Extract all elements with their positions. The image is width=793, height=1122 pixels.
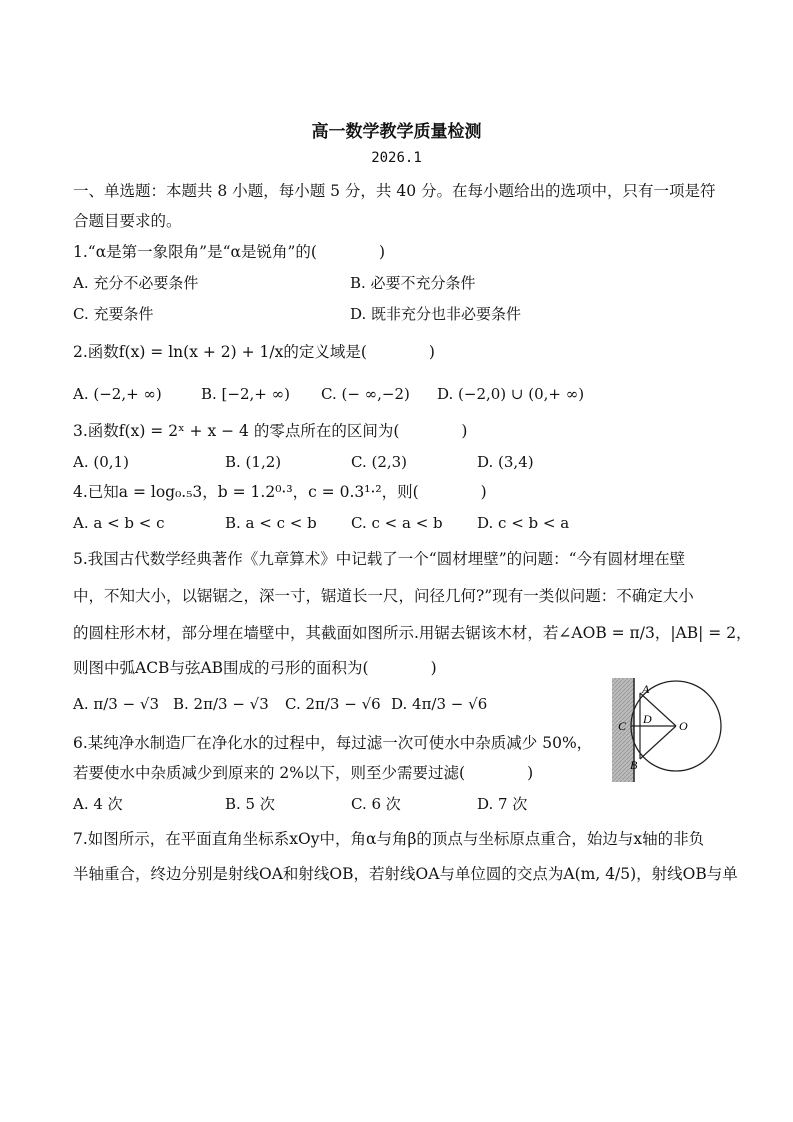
label-c: C [618,719,627,733]
q5-option-c: C. 2π/3 − √6 [285,695,381,713]
q5-options-row [73,693,593,715]
q6-option-b: B. 5 次 [225,795,275,813]
q7-line-1: 7.如图所示，在平面直角坐标系xOy中，角α与角β的顶点与坐标原点重合，始边与x轴的非负 [73,830,705,848]
page-title: 高一数学教学质量检测 [311,122,482,142]
q2-options-row [73,383,723,405]
segment-ob [640,726,676,759]
q6-options-row [73,793,593,815]
q3-option-a: A. (0,1) [73,453,129,471]
q6-line-1: 6.某纯净水制造厂在净化水的过程中，每过滤一次可使水中杂质减少 50%， [73,734,593,752]
q3-option-d: D. (3,4) [477,453,534,471]
q2-option-d: D. (−2,0) ∪ (0,+ ∞) [437,385,585,403]
q2-option-a: A. (−2,+ ∞) [73,385,162,403]
q3-options-row [73,451,723,473]
exam-date: 2026.1 [371,150,422,166]
q3-stem: 3.函数f(x) = 2ˣ + x − 4 的零点所在的区间为( ) [73,422,468,440]
q5-option-d: D. 4π/3 − √6 [391,695,488,713]
q4-option-d: D. c < b < a [477,514,570,532]
label-o: O [679,719,688,733]
q5-line-4: 则图中弧ACB与弦AB围成的弓形的面积为( ) [73,659,437,677]
q2-option-c: C. (− ∞,−2) [321,385,410,403]
section-intro-line-2: 合题目要求的。 [73,212,182,230]
q4-option-b: B. a < c < b [225,514,317,532]
q3-option-b: B. (1,2) [225,453,282,471]
q1-option-a: A. 充分不必要条件 [73,274,199,292]
q4-options-row [73,512,723,534]
q2-option-b: B. [−2,+ ∞) [201,385,290,403]
q6-option-d: D. 7 次 [477,795,528,813]
q4-option-a: A. a < b < c [73,514,165,532]
q1-options-row-2 [73,303,723,325]
q1-options-row-1 [73,272,723,294]
label-b: B [630,758,638,772]
q1-stem: 1.“α是第一象限角”是“α是锐角”的( ) [73,243,386,261]
q4-stem: 4.已知a = log₀.₅3，b = 1.2⁰·³，c = 0.3¹·²，则( ) [73,483,487,501]
q1-option-d: D. 既非充分也非必要条件 [350,305,522,323]
q1-option-b: B. 必要不充分条件 [350,274,476,292]
q6-option-a: A. 4 次 [73,795,123,813]
q5-option-b: B. 2π/3 − √3 [173,695,269,713]
q5-option-a: A. π/3 − √3 [73,695,160,713]
q7-line-2: 半轴重合，终边分别是射线OA和射线OB，若射线OA与单位圆的交点为A(m, 4/5)，射线OB与单 [73,865,738,883]
label-d: D [643,712,652,726]
q4-option-c: C. c < a < b [351,514,443,532]
q6-line-2: 若要使水中杂质减少到原来的 2%以下，则至少需要过滤( ) [73,764,534,782]
label-a: A [642,682,650,696]
section-intro-line-1: 一、单选题：本题共 8 小题，每小题 5 分，共 40 分。在每小题给出的选项中，只有一项是符 [73,182,716,200]
q3-option-c: C. (2,3) [351,453,408,471]
q5-line-2: 中，不知大小，以锯锯之，深一寸，锯道长一尺，问径几何?”现有一类似问题：不确定大小 [73,587,694,605]
q5-line-3: 的圆柱形木材，部分埋在墙壁中，其截面如图所示.用锯去锯该木材，若∠AOB = π/3，|AB| = 2， [73,624,752,642]
q6-option-c: C. 6 次 [351,795,401,813]
circle-in-wall-figure [610,676,726,784]
q5-line-1: 5.我国古代数学经典著作《九章算术》中记载了一个“圆材埋壁”的问题：“今有圆材埋在壁 [73,550,686,568]
q1-option-c: C. 充要条件 [73,305,154,323]
q2-stem: 2.函数f(x) = ln(x + 2) + 1/x的定义域是( ) [73,343,435,361]
